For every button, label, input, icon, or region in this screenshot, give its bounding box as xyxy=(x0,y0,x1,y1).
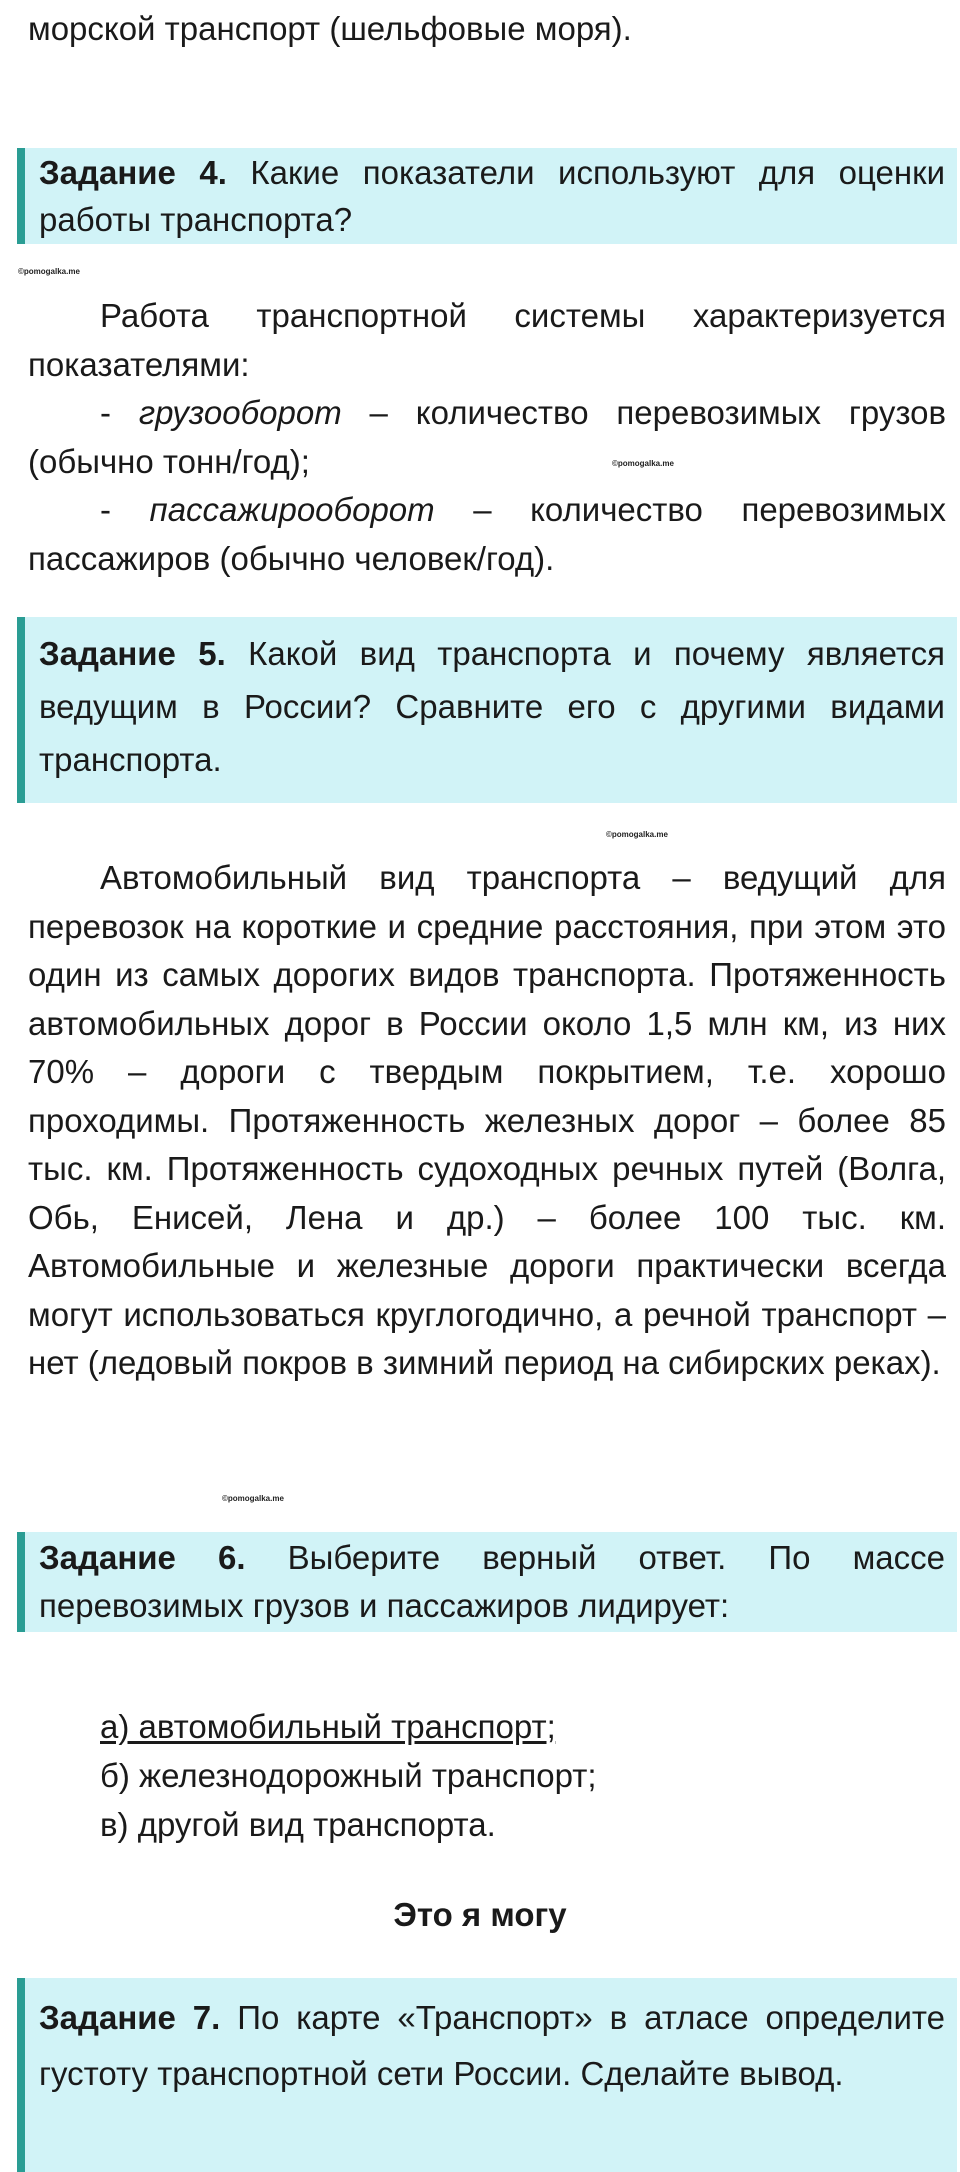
term-passenger-turnover: пассажирооборот xyxy=(149,491,435,528)
answer-4 xyxy=(28,292,946,583)
watermark: ©pomogalka.me xyxy=(222,1494,284,1503)
answer-5-text: Автомобильный вид транспорта – ведущий для перевозок на короткие и средние расстояния, при этом это один из самых дорогих видов транспорта. Протяженность автомобильных дорог в России около 1,5 млн км, из них 70% – дороги с твердым покрытием, т.е. хорошо проходимы. Протяженность железных дорог – более 85 тыс. км. Протяженность судоходных речных путей (Волга, Обь, Енисей, Лена и др.) – более 100 тыс. км. Автомобильные и железные дороги практически всегда могут использоваться круглогодично, а речной транспорт – нет (ледовый покров в зимний период на сибирских реках). xyxy=(28,859,946,1381)
option-c: в) другой вид транспорта. xyxy=(100,1806,496,1843)
task-7-label: Задание 7. xyxy=(39,1999,221,2036)
answer-4-item-2: - пассажирооборот – количество перевозимых пассажиров (обычно человек/год). xyxy=(28,491,946,577)
task-6-text: Выберите верный ответ. По массе перевозимых грузов и пассажиров лидирует: xyxy=(39,1539,945,1624)
answer-5 xyxy=(28,854,946,1388)
watermark: ©pomogalka.me xyxy=(606,830,668,839)
option-a: а) автомобильный транспорт; xyxy=(100,1708,556,1745)
task-5-box xyxy=(17,617,957,803)
task-5-label: Задание 5. xyxy=(39,635,226,672)
section-title: Это я могу xyxy=(393,1896,567,1933)
task-4-label: Задание 4. xyxy=(39,154,227,191)
task-7-box xyxy=(17,1978,957,2172)
top-line: морской транспорт (шельфовые моря). xyxy=(28,10,632,47)
task-4-box xyxy=(17,148,957,244)
option-b: б) железнодорожный транспорт; xyxy=(100,1757,597,1794)
term-freight-turnover: грузооборот xyxy=(138,394,342,431)
watermark: ©pomogalka.me xyxy=(18,267,80,276)
task-7-text: По карте «Транспорт» в атласе определите густоту транспортной сети России. Сделайте вывод. xyxy=(39,1999,945,2092)
task-5-text: Какой вид транспорта и почему является ведущим в России? Сравните его с другими видами транспорта. xyxy=(39,635,945,778)
answer-4-intro: Работа транспортной системы характеризуется показателями: xyxy=(28,297,946,383)
watermark: ©pomogalka.me xyxy=(612,459,674,468)
task-6-box xyxy=(17,1532,957,1632)
answer-4-item-1: - грузооборот – количество перевозимых грузов (обычно тонн/год); xyxy=(28,394,946,480)
task-4-text: Какие показатели используют для оценки работы транспорта? xyxy=(39,154,946,238)
task-6-label: Задание 6. xyxy=(39,1539,246,1576)
